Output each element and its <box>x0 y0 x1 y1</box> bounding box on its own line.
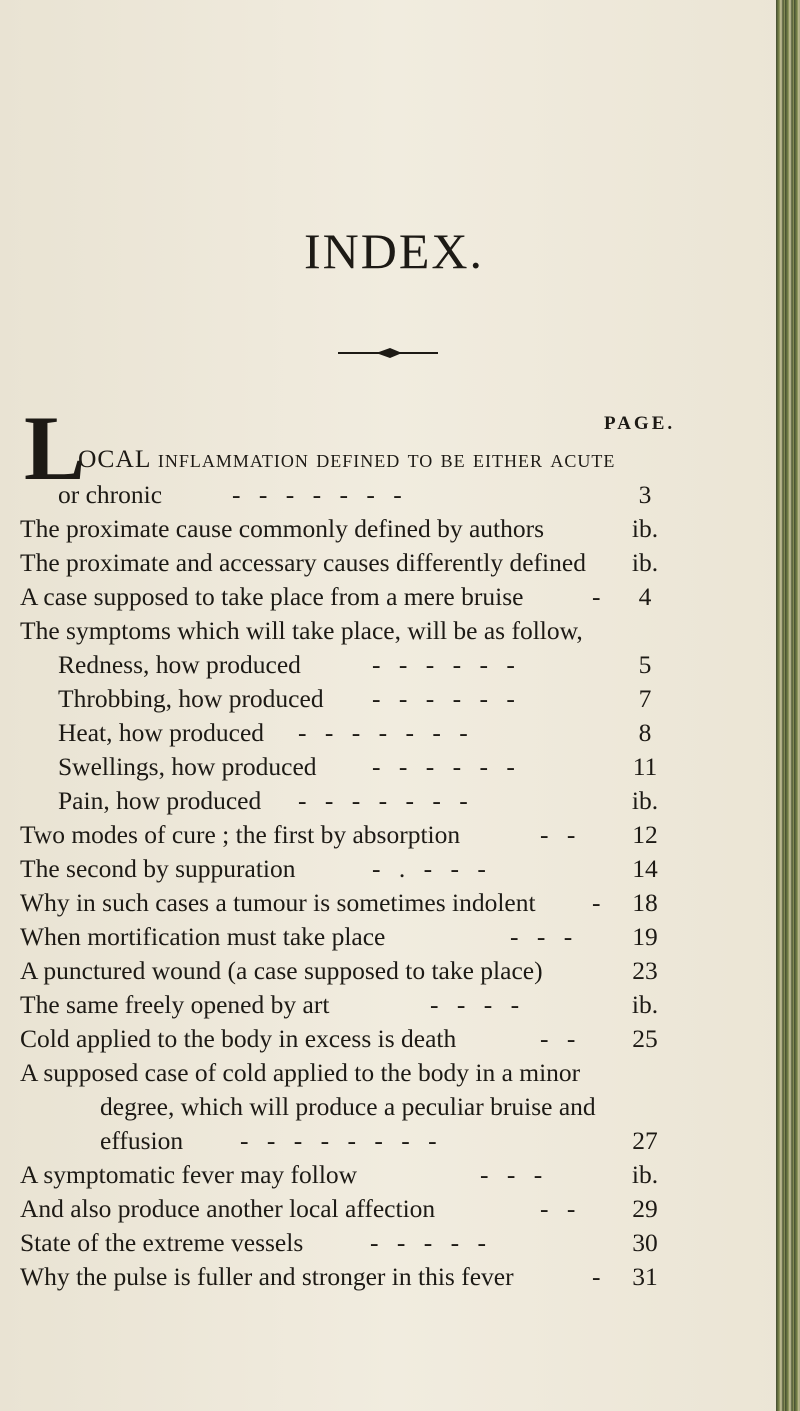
entry-page: ib. <box>631 990 659 1019</box>
entry-leader: - - <box>540 1194 576 1223</box>
entry-page: 11 <box>632 752 658 781</box>
entry-leader: - - - - <box>430 990 520 1019</box>
entry-page: 14 <box>632 854 658 883</box>
index-entry: A case supposed to take place from a mere bruise <box>20 582 524 611</box>
page-column-label: PAGE. <box>604 413 676 434</box>
index-entry: Why the pulse is fuller and stronger in this fever <box>20 1262 514 1291</box>
entry-page: 18 <box>632 888 658 917</box>
entry-page: 27 <box>632 1126 658 1155</box>
entry-leader: - - - - - - - <box>298 786 468 815</box>
ornament-rule-icon <box>338 345 438 361</box>
index-entry: Heat, how produced <box>58 718 265 747</box>
index-entry: Cold applied to the body in excess is death <box>20 1024 457 1053</box>
index-entry-first <box>78 444 615 474</box>
index-entry: A symptomatic fever may follow <box>20 1160 358 1189</box>
index-entry: Throbbing, how produced <box>58 684 324 713</box>
entry-text: OCAL inflammation defined to be either acute <box>78 444 616 473</box>
entry-leader: - <box>592 888 601 917</box>
entry-leader: - - <box>540 1024 576 1053</box>
entry-page: 4 <box>638 582 652 611</box>
index-entry: Swellings, how produced <box>58 752 317 781</box>
entry-leader: - - - - - <box>370 1228 486 1257</box>
entry-leader: - - - - - - - <box>298 718 468 747</box>
index-entry: The proximate cause commonly defined by authors <box>20 514 545 543</box>
entry-leader: - - - <box>510 922 573 951</box>
entry-page: ib. <box>631 548 659 577</box>
entry-page: ib. <box>631 1160 659 1189</box>
drop-cap-initial: L <box>24 397 86 499</box>
entry-page: 8 <box>638 718 652 747</box>
index-entry: effusion <box>100 1126 184 1155</box>
entry-leader: - - - - - - - - <box>240 1126 437 1155</box>
entry-page: ib. <box>631 514 659 543</box>
index-entry: Pain, how produced <box>58 786 262 815</box>
index-entry: A punctured wound (a case supposed to take place) <box>20 956 543 985</box>
entry-leader: - - - - - - <box>372 684 515 713</box>
index-entry: or chronic <box>58 480 163 509</box>
entry-page: 19 <box>632 922 658 951</box>
entry-leader: - <box>592 1262 601 1291</box>
entry-page: 12 <box>632 820 658 849</box>
entry-leader: - <box>592 582 601 611</box>
index-entry: And also produce another local affection <box>20 1194 436 1223</box>
index-entry: Two modes of cure ; the first by absorption <box>20 820 461 849</box>
entry-page: 23 <box>632 956 658 985</box>
index-entry: The symptoms which will take place, will be as follow, <box>20 616 583 645</box>
page-title: INDEX. <box>303 223 485 279</box>
entry-leader: - - - - - - <box>372 752 515 781</box>
entry-leader: - . - - - <box>372 854 486 883</box>
index-entry: The same freely opened by art <box>20 990 330 1019</box>
index-entry: Why in such cases a tumour is sometimes indolent <box>20 888 536 917</box>
entry-leader: - - - <box>480 1160 543 1189</box>
index-entry: When mortification must take place <box>20 922 386 951</box>
index-entry: State of the extreme vessels <box>20 1228 304 1257</box>
index-entry: Redness, how produced <box>58 650 301 679</box>
entry-page: ib. <box>631 786 659 815</box>
entry-page: 30 <box>632 1228 658 1257</box>
index-entry: degree, which will produce a peculiar bruise and <box>100 1092 596 1121</box>
entry-page: 7 <box>638 684 652 713</box>
entry-page: 29 <box>632 1194 658 1223</box>
page-edge-binding <box>776 0 800 1411</box>
entry-leader: - - - - - - - <box>232 480 402 509</box>
index-entry: The second by suppuration <box>20 854 296 883</box>
entry-leader: - - <box>540 820 576 849</box>
entry-page: 31 <box>632 1262 658 1291</box>
entry-page: 5 <box>638 650 652 679</box>
entry-page: 3 <box>638 480 652 509</box>
index-entry: The proximate and accessary causes differently defined <box>20 548 586 577</box>
index-entry: A supposed case of cold applied to the body in a minor <box>20 1058 581 1087</box>
entry-page: 25 <box>632 1024 658 1053</box>
entry-leader: - - - - - - <box>372 650 515 679</box>
